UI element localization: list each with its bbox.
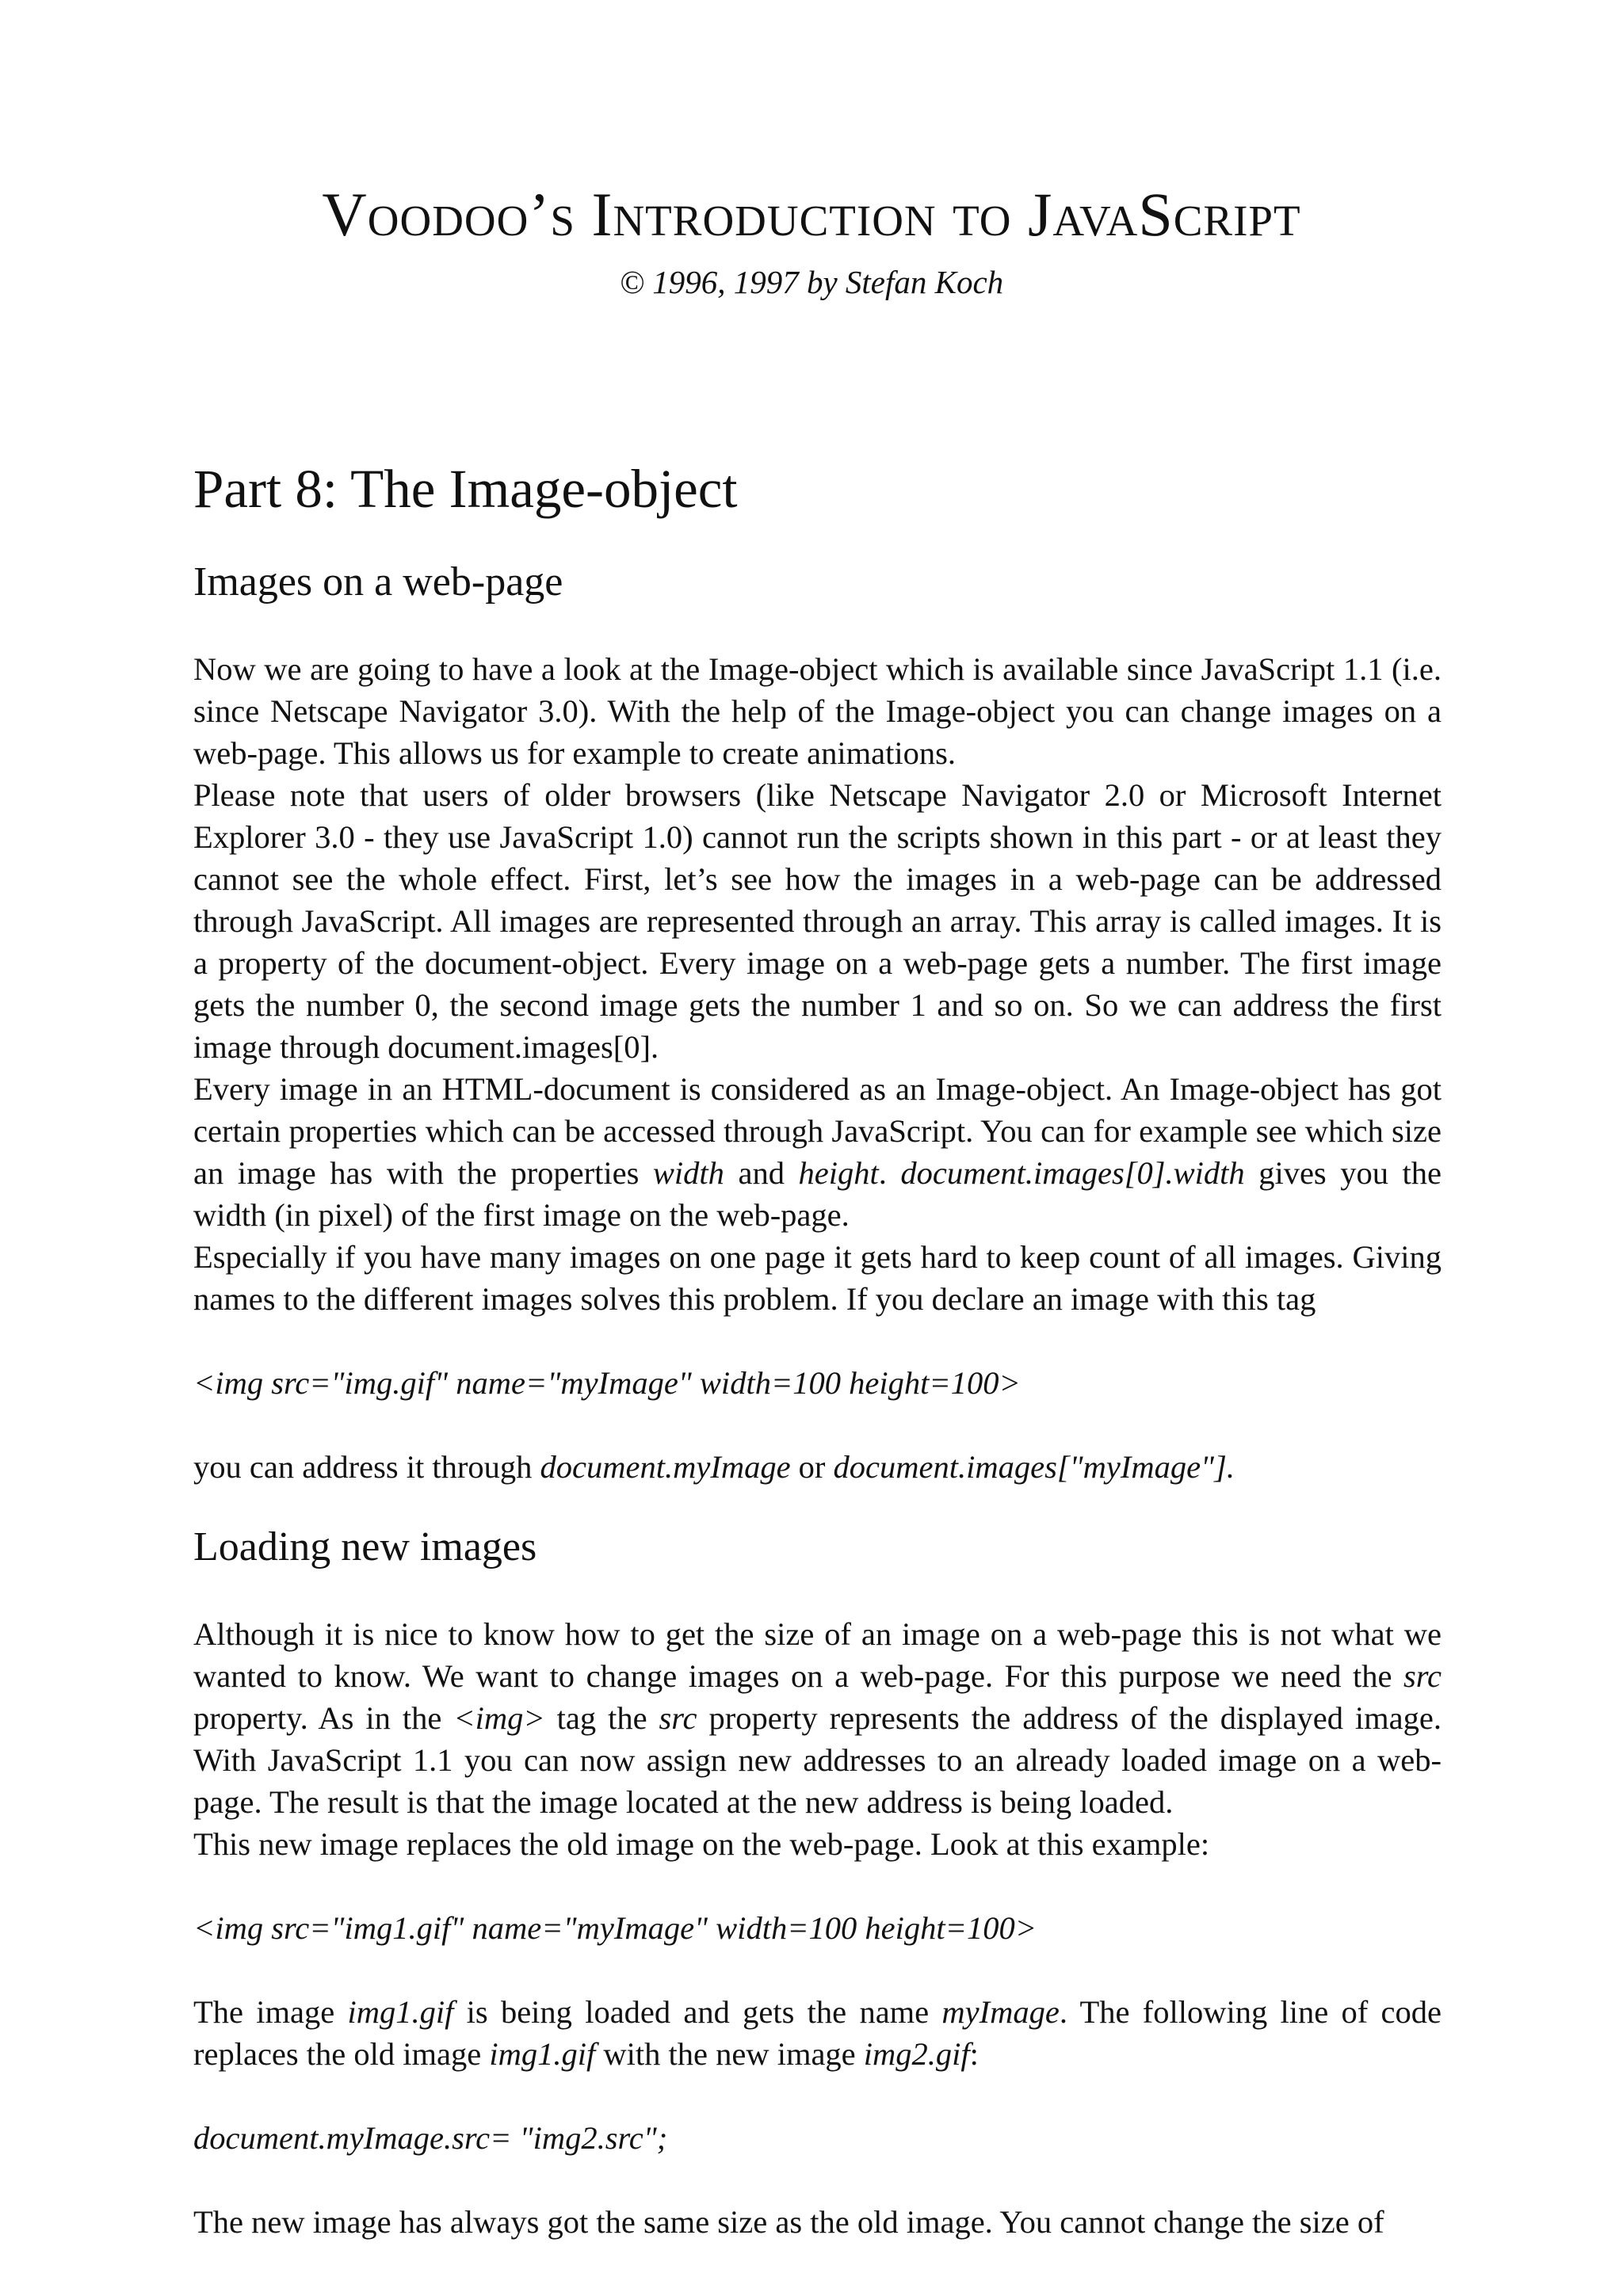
inline-code: document.images[0].width xyxy=(900,1155,1245,1192)
title-word-ava: ava xyxy=(1052,180,1139,249)
inline-code: img1.gif xyxy=(347,1994,454,2031)
title-initial-s: S xyxy=(1138,180,1174,249)
code-example: <img src="img1.gif" name="myImage" width=100 height=100> xyxy=(193,1910,1037,1947)
document-body xyxy=(193,460,1442,2243)
title-word-introduction: ntroduction xyxy=(613,180,937,249)
paragraph: Every image in an HTML-document is considered as an Image-object. An Image-object has got certain properties which can be accessed through JavaScript. You can for example see which size an image has with the properties width and height. document.images[0].width gives you the width (in pixel) of the first image on the web-page. xyxy=(193,1071,1442,1234)
paragraph: Although it is nice to know how to get the size of an image on a web-page this is not what we wanted to know. We want to change images on a web-page. For this purpose we need the src property. As in the <img> tag the src property represents the address of the displayed image. With JavaScript 1.1 you can now assign new addresses to an already loaded image on a web-page. The result is that the image located at the new address is being loaded. xyxy=(193,1616,1442,1821)
title-word-voodoo: oodoo xyxy=(367,180,529,249)
paragraph: The image img1.gif is being loaded and gets the name myImage. The following line of code replaces the old image img1.gif with the new image img2.gif: xyxy=(193,1994,1442,2073)
inline-code: width xyxy=(652,1155,724,1192)
code-example: <img src="img.gif" name="myImage" width=100 height=100> xyxy=(193,1365,1021,1402)
inline-code: src xyxy=(1403,1658,1442,1695)
document-title xyxy=(0,180,1623,249)
paragraph: This new image replaces the old image on the web-page. Look at this example: xyxy=(193,1826,1210,1863)
paragraph: Especially if you have many images on one page it gets hard to keep count of all images. Giving names to the different images solves this problem. If you declare an image with this tag xyxy=(193,1239,1442,1318)
inline-code: img2.gif xyxy=(863,2036,970,2073)
title-initial-v: V xyxy=(322,180,368,249)
title-word-to: to xyxy=(936,180,1028,249)
part-heading: Part 8: The Image-object xyxy=(193,459,738,519)
inline-code: src xyxy=(659,1700,697,1737)
title-word-cript: cript xyxy=(1173,180,1301,249)
inline-code: myImage xyxy=(941,1994,1060,2031)
inline-code: document.images["myImage"]. xyxy=(833,1449,1235,1486)
section-heading-images-on-page: Images on a web-page xyxy=(193,559,563,605)
title-initial-i: I xyxy=(591,180,613,249)
paragraph: Now we are going to have a look at the Image-object which is available since JavaScript 1.1 (i.e. since Netscape Navigator 3.0). With the help of the Image-object you can change images on a web-page. This allows us for example to create animations. xyxy=(193,651,1442,772)
inline-code: document.myImage xyxy=(540,1449,791,1486)
paragraph: Please note that users of older browsers (like Netscape Navigator 2.0 or Microsoft Internet Explorer 3.0 - they use JavaScript 1.0) cannot run the scripts shown in this part - or at least they cannot see the whole effect. First, let’s see how the images in a web-page can be addressed through JavaScript. All images are represented through an array. This array is called images. It is a property of the document-object. Every image on a web-page gets a number. The first image gets the number 0, the second image gets the number 1 and so on. So we can address the first image through document.images[0]. xyxy=(193,777,1442,1066)
paragraph: you can address it through document.myImage or document.images["myImage"]. xyxy=(193,1449,1235,1486)
inline-code: img1.gif xyxy=(489,2036,596,2073)
copyright-line: © 1996, 1997 by Stefan Koch xyxy=(619,264,1004,300)
title-possessive: ’s xyxy=(529,180,592,249)
inline-code: height xyxy=(798,1155,879,1192)
paragraph: The new image has always got the same size as the old image. You cannot change the size of xyxy=(193,2204,1384,2241)
code-example: document.myImage.src= "img2.src"; xyxy=(193,2120,668,2157)
title-initial-j: J xyxy=(1027,180,1053,249)
inline-code: <img> xyxy=(453,1700,545,1737)
section-heading-loading-new-images: Loading new images xyxy=(193,1524,537,1570)
